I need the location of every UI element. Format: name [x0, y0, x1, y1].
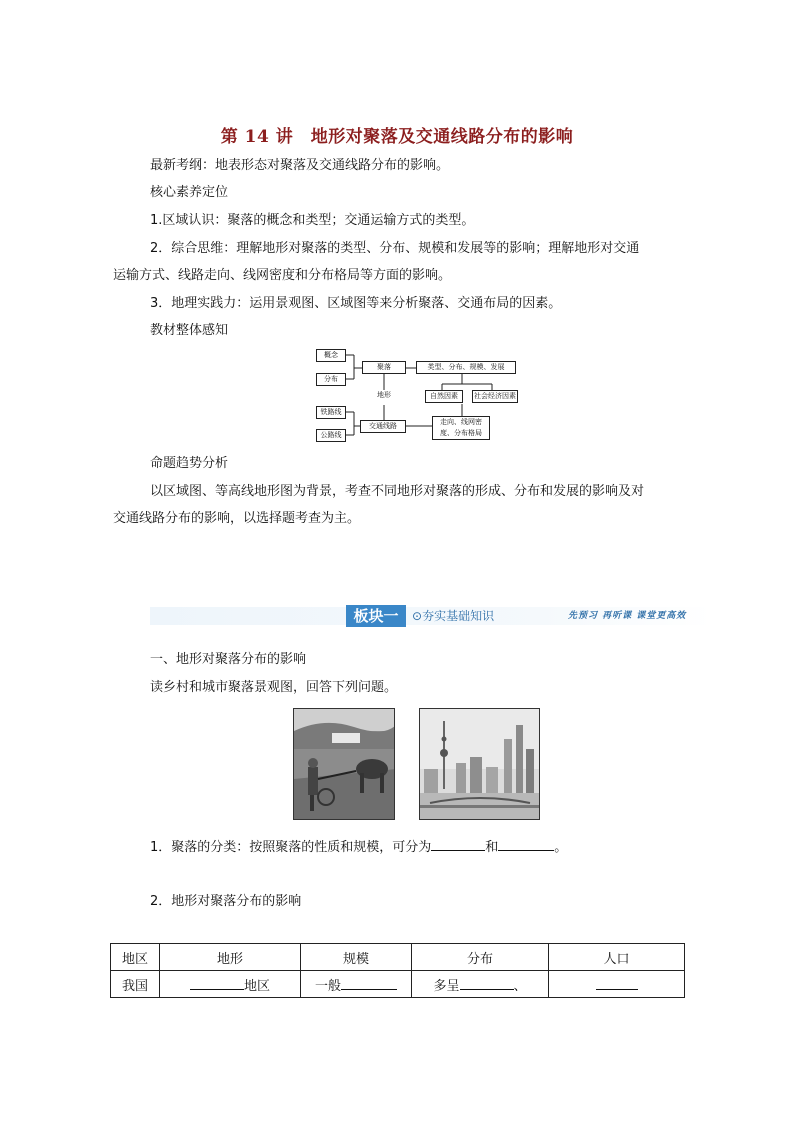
item-2a: 2．综合思维：理解地形对聚落的类型、分布、规模和发展等的影响；理解地形对交通: [150, 241, 640, 256]
trend-line2: 交通线路分布的影响，以选择题考查为主。: [113, 511, 361, 526]
trend-heading: 命题趋势分析: [150, 456, 229, 471]
item-2b: 运输方式、线路走向、线网密度和分布格局等方面的影响。: [113, 268, 452, 283]
cell-scale: [301, 971, 412, 998]
hexin-heading: 核心素养定位: [150, 185, 229, 200]
header-distribution: 分布: [412, 944, 549, 971]
trend-line1: 以区域图、等高线地形图为背景，考查不同地形对聚落的形成、分布和发展的影响及对: [150, 484, 645, 499]
terrain-settlement-table: [110, 943, 685, 998]
section-banner: [150, 600, 712, 632]
concept-flowchart: [312, 344, 524, 444]
table-row: [111, 971, 685, 998]
table-header-row: [111, 944, 685, 971]
box-shehui: 社会经济因素: [472, 390, 518, 403]
header-terrain: 地形: [160, 944, 301, 971]
item-1: 1.区域认识：聚落的概念和类型；交通运输方式的类型。: [150, 213, 475, 228]
box-gainian: 概念: [316, 349, 346, 362]
box-tielu: 铁路线: [316, 406, 346, 419]
cell-terrain: [160, 971, 301, 998]
box-jiaotong: 交通线路: [360, 420, 406, 433]
question-2: 2．地形对聚落分布的影响: [150, 894, 302, 909]
rural-settlement-photo: [293, 708, 395, 820]
population-blank[interactable]: [596, 975, 638, 990]
cell-distribution: [412, 971, 549, 998]
zouxiang-line1: 走向、线网密: [440, 418, 482, 426]
terrain-suffix: 地区: [243, 978, 270, 994]
scale-blank[interactable]: [341, 975, 397, 990]
header-region: 地区: [111, 944, 160, 971]
page-title: 第 14 讲 地形对聚落及交通线路分布的影响: [220, 127, 574, 147]
dist-suffix: 、: [513, 978, 527, 994]
scale-prefix: 一般: [314, 978, 341, 994]
q1-blank-1[interactable]: [431, 836, 485, 851]
jiaocai-heading: 教材整体感知: [150, 323, 229, 338]
box-juluo: 聚落: [362, 361, 406, 374]
box-gonglu: 公路线: [316, 429, 346, 442]
cell-region: 我国: [111, 971, 160, 998]
q1-blank-2[interactable]: [498, 836, 554, 851]
box-zouxiang: [432, 416, 490, 440]
dist-prefix: 多呈: [433, 978, 460, 994]
header-scale: 规模: [301, 944, 412, 971]
item-3: 3．地理实践力：运用景观图、区域图等来分析聚落、交通布局的因素。: [150, 296, 562, 311]
urban-settlement-photo: [419, 708, 540, 820]
label-dixing: 地形: [366, 390, 402, 405]
box-ziran: 自然因素: [425, 390, 463, 403]
banner-subtitle-text: 夯实基础知识: [422, 609, 495, 623]
header-population: 人口: [549, 944, 685, 971]
banner-tag: 板块一: [346, 605, 406, 627]
box-fenbu: 分布: [316, 373, 346, 386]
section1-heading: 一、地形对聚落分布的影响: [150, 652, 307, 667]
box-leixing: 类型、分布、规模、发展: [416, 361, 516, 374]
section1-prompt: 读乡村和城市聚落景观图，回答下列问题。: [150, 680, 398, 695]
q1-and: 和: [485, 840, 499, 855]
kaogang-text: 最新考纲：地表形态对聚落及交通线路分布的影响。: [150, 158, 450, 173]
q1-end: 。: [554, 840, 568, 855]
cell-population: [549, 971, 685, 998]
zouxiang-line2: 度、分布格局: [440, 429, 482, 437]
banner-bullet-icon: ⊙: [412, 609, 423, 623]
terrain-blank[interactable]: [190, 975, 244, 990]
banner-subtitle: [412, 607, 494, 625]
dist-blank[interactable]: [460, 975, 514, 990]
q1-prefix: 1．聚落的分类：按照聚落的性质和规模，可分为: [150, 840, 432, 855]
banner-slogan: 先预习 再听课 课堂更高效: [568, 611, 687, 621]
question-1: [150, 836, 567, 858]
